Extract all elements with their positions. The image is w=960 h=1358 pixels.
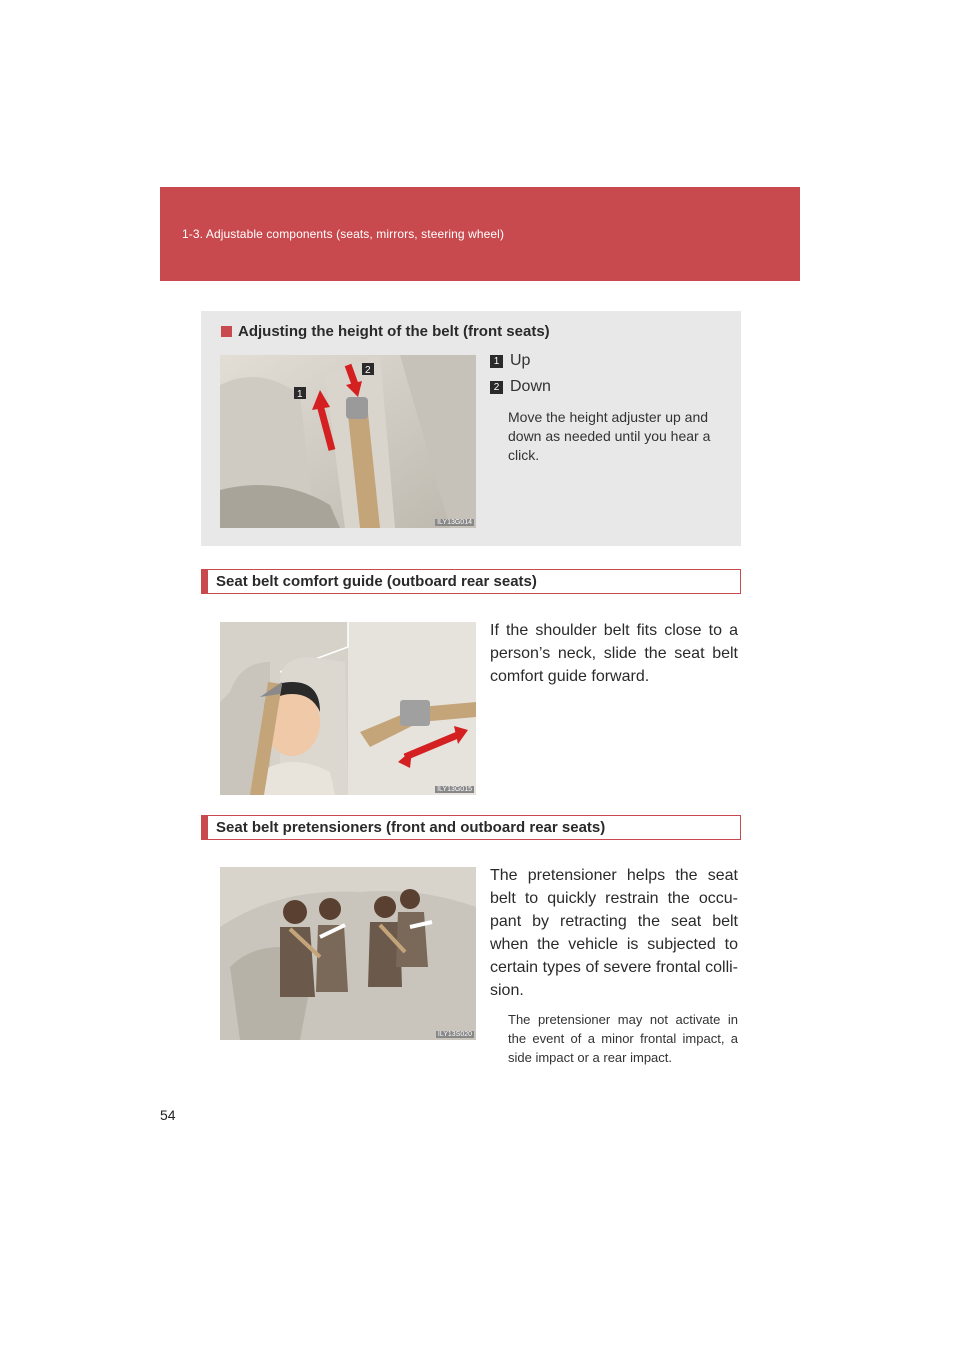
image-code: ILY13G014	[437, 519, 472, 526]
pretensioner-text: The pretensioner helps the seat belt to quickly restrain the occu- pant by retracting the seat belt when the vehicle is subjected to certain types of severe frontal colli- sion.	[490, 867, 738, 999]
height-note: Move the height adjuster up and down as needed until you hear a click.	[508, 409, 711, 463]
belt-height-illustration	[220, 355, 476, 528]
page-number: 54	[160, 1107, 176, 1123]
step-down: 2 Down	[490, 378, 551, 396]
comfort-guide-illustration	[220, 622, 476, 795]
step-number-icon: 2	[490, 381, 503, 394]
pretensioner-drawing	[220, 867, 476, 1040]
svg-text:2: 2	[365, 365, 371, 376]
belt-adjuster-drawing	[220, 355, 476, 528]
comfort-guide-drawing	[220, 622, 476, 795]
pretensioner-heading: Seat belt pretensioners (front and outboard rear seats)	[201, 815, 741, 840]
section-title: 1-3. Adjustable components (seats, mirrors, steering wheel)	[182, 227, 505, 241]
image-code: ILY13G015	[437, 786, 472, 793]
section-header-band	[160, 187, 800, 281]
image-code: ILY13S020	[437, 1031, 472, 1038]
comfort-guide-heading: Seat belt comfort guide (outboard rear seats)	[201, 569, 741, 594]
pretensioner-note: The pretensioner may not activate in the event of a minor frontal impact, a side impact or a rear impact.	[508, 1012, 738, 1065]
box-title: Adjusting the height of the belt (front seats)	[221, 323, 550, 340]
bullet-square-icon	[221, 326, 232, 337]
step-up: 1 Up	[490, 352, 530, 370]
pretensioner-illustration	[220, 867, 476, 1040]
comfort-guide-text: If the shoulder belt fits close to a person’s neck, slide the seat belt comfort guide forward.	[490, 622, 738, 685]
svg-text:1: 1	[297, 389, 303, 400]
step-number-icon: 1	[490, 355, 503, 368]
